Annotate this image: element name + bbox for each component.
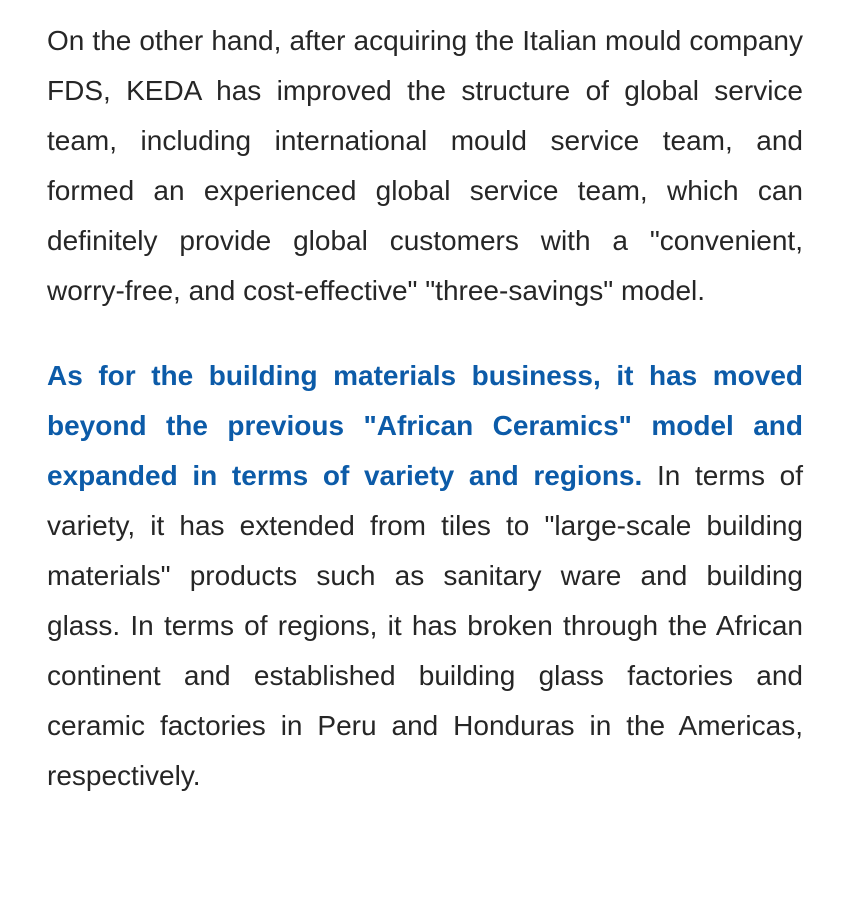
paragraph-text: On the other hand, after acquiring the Italian mould company FDS, KEDA has improved the structure of global service team, including international mould service team, and formed an experienced global service team, which can definitely provide global customers with a "convenient, worry-free, and cost-effective" "three-savings" model. <box>47 25 803 306</box>
paragraph-text: In terms of variety, it has extended from tiles to "large-scale building materials" products such as sanitary ware and building glass. In terms of regions, it has broken through the African continent and established building glass factories and ceramic factories in Peru and Honduras in the Americas, respectively. <box>47 460 803 791</box>
highlighted-lead-sentence: As for the building materials business, it has moved beyond the previous "African Ceramics" model and expanded in terms of variety and regions. <box>47 360 803 491</box>
paragraph-service-team <box>47 16 803 316</box>
paragraph-building-materials <box>47 351 803 801</box>
article-body <box>47 16 803 801</box>
